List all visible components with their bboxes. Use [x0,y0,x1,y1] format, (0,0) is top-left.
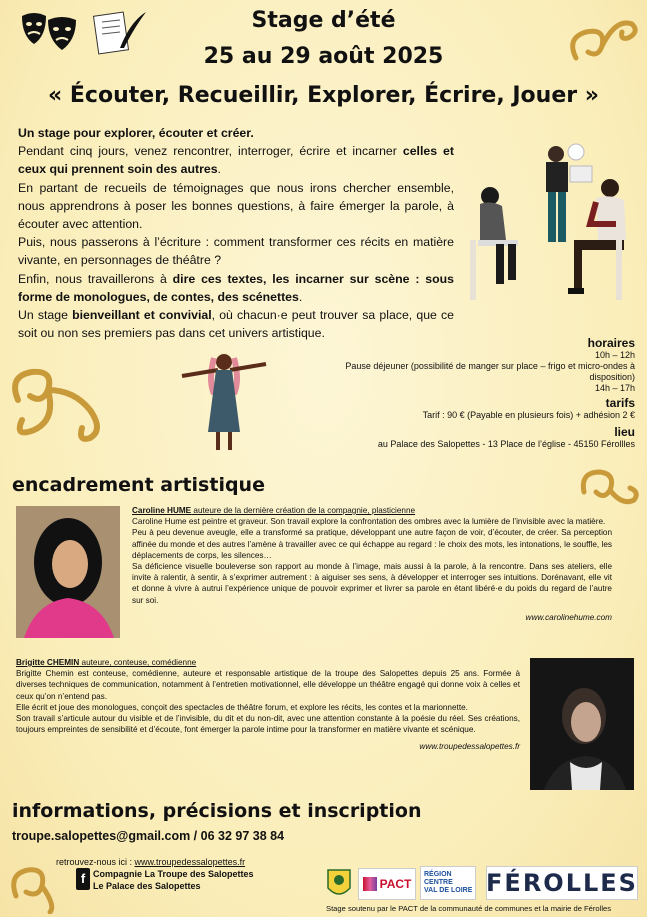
lieu-heading: lieu [614,425,635,439]
caroline-role: auteure de la dernière création de la compagnie, plasticienne [191,506,416,515]
retrouvez-line [56,857,245,867]
page-title-line-1: Stage d’été [251,8,396,33]
brigitte-bio-p3: Son travail s’articule autour du visible et de l’invisible, du dit et du non-dit, avec une attention constante à la poésie du réel. Ses créations, toujours empreintes de sensibilité et d’écoute, font émerger la parole intime pour la transformer en matière vivante et scénique. [16,714,520,735]
pact-logo-text: PACT [379,877,412,891]
brigitte-website-link[interactable]: www.troupedessalopettes.fr [419,742,520,752]
horaires-lunch: Pause déjeuner (possibilité de manger sur place – frigo et micro-ondes à [345,361,635,371]
lieu-block [255,425,635,450]
caroline-name: Caroline HUME [132,506,192,515]
page-title-theme: « Écouter, Recueillir, Explorer, Écrire, Jouer » [48,83,599,108]
support-notice: Stage soutenu par le PACT de la communauté de communes et la mairie de Férolles [326,904,612,913]
region-logo-l1: RÉGION [424,871,452,878]
troupe-website-link[interactable]: www.troupedessalopettes.fr [134,857,246,867]
facebook-page-palace[interactable]: Le Palace des Salopettes [93,881,201,891]
tarifs-block [275,396,635,421]
infos-heading: informations, précisions et inscription [12,800,422,822]
retrouvez-label: retrouvez-nous ici : [56,857,135,867]
brigitte-bio [16,657,520,753]
intro-lead: Un stage pour explorer, écouter et créer. [18,126,254,140]
intro-p2-c: . [217,162,221,177]
intro-p5-bold: dire ces textes, les incarner sur scène : sous forme de monologues, de contes, des scénettes [18,271,454,304]
region-logo-l2: CENTRE [424,879,453,886]
intro-p4: Puis, nous passerons à l’écriture : comment transformer ces récits en matière vivante, en personnages de théâtre ? [18,235,454,268]
caroline-bio-p3: Sa déficience visuelle bouleverse son rapport au monde à l’image, mais aussi à la parole, à la rencontre. Dans ses ateliers, elle invite à ralentir, à sentir, à s’exprimer autrement : à aiguiser ses sens, à développer et interroger ses intuitions. Dorénavant, elle vit et donne à vivre à autrui l’expérience unique de pouvoir exprimer et livrer sa parole en étant libéré·e du poids du regard de l’autre sur soi. [132,562,612,605]
tarifs-price: Tarif : 90 € (Payable en plusieurs fois) + adhésion 2 € [422,410,635,420]
caroline-hume-photo [16,506,120,638]
contact-email-phone[interactable]: troupe.salopettes@gmail.com / 06 32 97 38 84 [12,829,285,843]
region-logo-l3: VAL DE LOIRE [424,887,473,894]
intro-p6-a: Un stage [18,308,73,323]
intro-p6-bold: bienveillant et convivial [72,308,212,323]
facebook-icon: f [76,868,90,890]
interview-people-illustration [466,140,642,308]
caroline-bio-p1: Caroline Hume est peintre et graveur. Son travail explore la confrontation des ombres avec la lumière de l’invisible avec la matière. [132,517,606,527]
brigitte-name: Brigitte CHEMIN [16,658,80,667]
caroline-website-link[interactable]: www.carolinehume.com [525,612,612,622]
ferolles-logo: FÉROLLES [486,866,638,900]
intro-text [18,124,454,342]
horaires-block [275,336,635,394]
intro-p2-a: Pendant cinq jours, venez rencontrer, interroger, écrire et incarner [18,144,403,159]
horaires-morning: 10h – 12h [594,350,635,360]
encadrement-heading: encadrement artistique [12,474,265,496]
brigitte-role: auteure, conteuse, comédienne [79,658,197,667]
horaires-heading: horaires [587,336,635,350]
caroline-bio-p2: Peu à peu devenue aveugle, elle a transformé sa pratique, développant une autre façon de voir, d’écouter, de créer. Sa perception affinée du monde et des autres l’amène à travailler avec ce qui échappe au regard : le choix des mots, les intonations, le souffle, les déplacements de corps, les silences… [132,528,612,560]
page-title-dates: 25 au 29 août 2025 [203,44,444,69]
ornament-swirl-left [4,360,114,450]
intro-p2-bold: celles et ceux qui prennent soin des autres [18,144,454,177]
facebook-page-compagnie[interactable]: Compagnie La Troupe des Salopettes [93,869,254,879]
brigitte-bio-p1: Brigitte Chemin est conteuse, comédienne, auteure et responsable artistique de la troupe des Salopettes depuis 25 ans. Formée à diverses techniques de communication, notamment à l’entretien motivationnel, elle développe un théâtre engagé qui donne voix à celles et ceux qu’on n’entend pas. [16,669,520,701]
intro-p5-c: . [298,289,303,304]
intro-p5-a: Enfin, nous travaillerons à [18,271,173,286]
horaires-lunch-cont: disposition) [589,372,635,382]
communaute-communes-crest-logo [326,866,352,902]
intro-p3: En partant de recueils de témoignages que nous irons chercher ensemble, nous apprendrons à poser les bonnes questions, à faire émerger la parole, à écouter avec attention. [18,180,454,232]
brigitte-bio-p2: Elle écrit et joue des monologues, conçoit des spectacles de théâtre forum, et explore les récits, les contes et la marionnette. [16,702,468,712]
intro-p6-c: , où chacun·e peut trouver sa place, que ce soit ou non ses premiers pas dans cet univers artistique. [18,308,455,341]
caroline-bio [132,505,612,623]
region-centre-logo [420,866,476,900]
pact-logo [358,868,416,900]
lieu-address: au Palace des Salopettes - 13 Place de l’église - 45150 Férollles [377,439,635,449]
tarifs-heading: tarifs [605,396,635,410]
horaires-afternoon: 14h – 17h [594,383,635,393]
brigitte-chemin-photo [530,658,634,790]
